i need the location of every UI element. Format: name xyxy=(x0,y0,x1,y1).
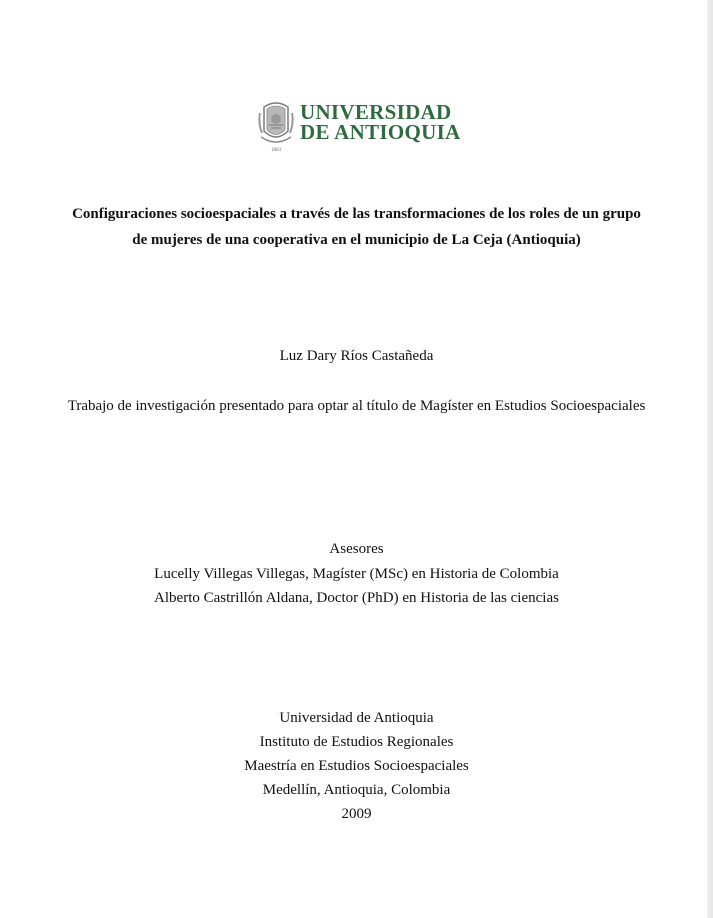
institution-program: Maestría en Estudios Socioespaciales xyxy=(244,758,469,774)
institution-university: Universidad de Antioquia xyxy=(279,710,434,726)
university-logo xyxy=(258,97,461,157)
degree-purpose: Trabajo de investigación presentado para optar al título de Magíster en Estudios Socioespaciales xyxy=(67,398,646,414)
logo-line-2: DE ANTIOQUIA xyxy=(300,120,461,144)
logo-wordmark xyxy=(300,102,461,142)
thesis-title-line-2: de mujeres de una cooperativa en el municipio de La Ceja (Antioquia) xyxy=(132,232,581,248)
thesis-title-line-1: Configuraciones socioespaciales a través de las transformaciones de los roles de un grupo xyxy=(72,206,641,222)
institution-city: Medellín, Antioquia, Colombia xyxy=(262,782,451,798)
seal-year: 1803 xyxy=(271,148,281,153)
advisors-heading: Asesores xyxy=(329,541,384,557)
university-seal-icon xyxy=(258,99,294,153)
logo-line-1: UNIVERSIDAD xyxy=(300,100,452,124)
advisor-1: Lucelly Villegas Villegas, Magíster (MSc) en Historia de Colombia xyxy=(154,566,559,582)
page-edge xyxy=(707,0,713,918)
advisor-2: Alberto Castrillón Aldana, Doctor (PhD) en Historia de las ciencias xyxy=(154,590,559,606)
institution-institute: Instituto de Estudios Regionales xyxy=(259,734,454,750)
author-name: Luz Dary Ríos Castañeda xyxy=(279,348,434,364)
thesis-title xyxy=(0,201,713,253)
institution-year: 2009 xyxy=(341,806,372,822)
